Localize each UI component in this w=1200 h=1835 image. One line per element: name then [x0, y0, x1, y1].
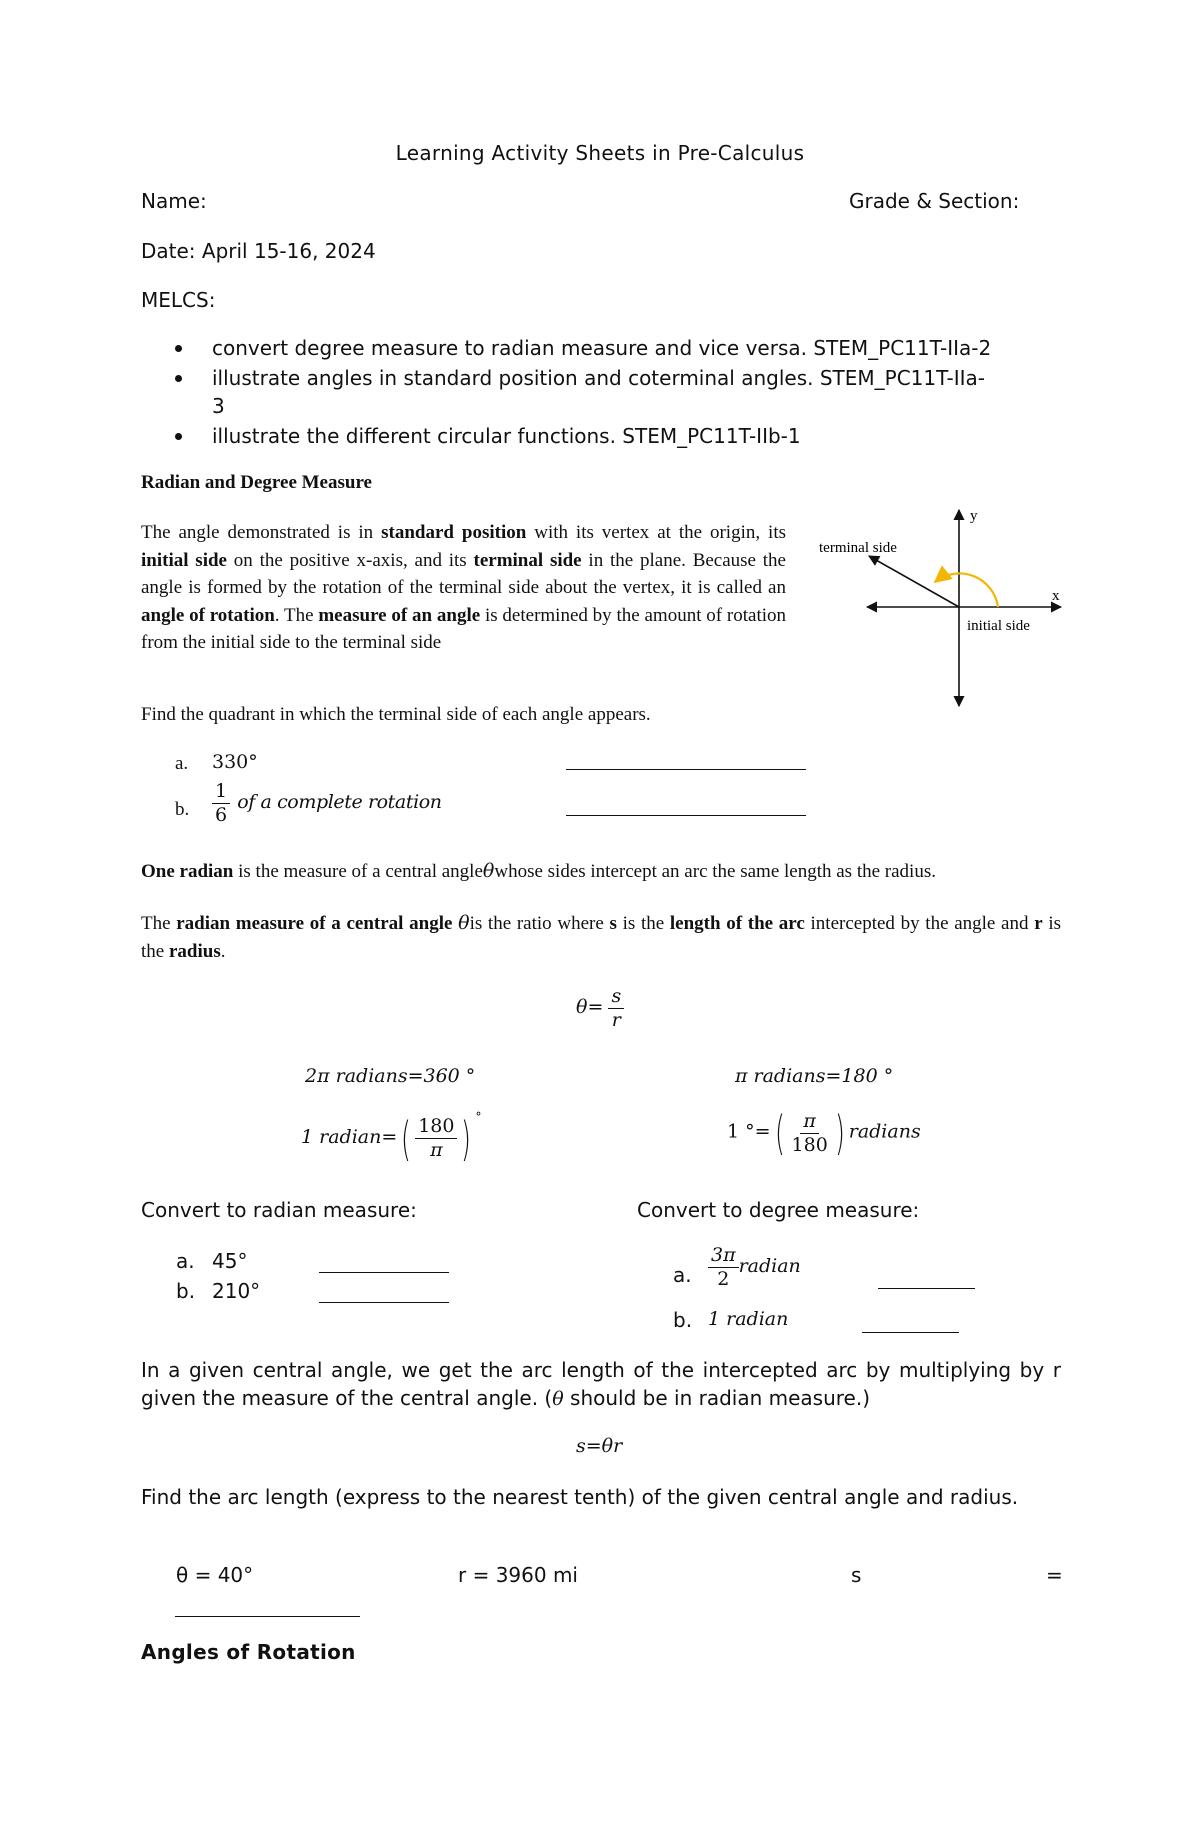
bullet — [175, 375, 182, 382]
degree-item-letter: a. — [673, 1263, 692, 1287]
terminal-side-label: terminal side — [819, 540, 897, 556]
denominator: 180 — [791, 1133, 828, 1156]
angles-of-rotation-heading: Angles of Rotation — [141, 1640, 356, 1664]
answer-blank[interactable] — [319, 1302, 449, 1303]
bullet — [175, 345, 182, 352]
fraction — [415, 1116, 457, 1161]
melcs-label: MELCS: — [141, 288, 216, 312]
section-heading: Radian and Degree Measure — [141, 472, 372, 493]
standard-position-diagram — [819, 500, 1080, 715]
x-axis-label: x — [1052, 588, 1060, 604]
numerator: 3π — [708, 1245, 739, 1268]
denominator: π — [430, 1139, 443, 1161]
term-angle-of-rotation: angle of rotation — [141, 604, 275, 626]
one-radian-definition — [141, 860, 936, 883]
numerator: π — [800, 1111, 819, 1134]
equals-sign: = — [1046, 1563, 1063, 1587]
text: with its vertex at the origin, its — [526, 522, 786, 543]
text: In a given central angle, we get the arc length of the intercepted arc by multiplying by r given the measure of the central angle. ( — [141, 1358, 1061, 1410]
right-paren: ) — [834, 1106, 845, 1160]
melc-item: illustrate the different circular functions. STEM_PC11T-IIb-1 — [212, 424, 801, 448]
denominator: 6 — [215, 803, 228, 826]
answer-blank[interactable] — [175, 1616, 360, 1617]
melc-item: illustrate angles in standard position and coterminal angles. STEM_PC11T-IIa- — [212, 366, 985, 390]
degree-item-fraction — [708, 1245, 801, 1290]
s-label: s — [851, 1563, 862, 1587]
text: . — [220, 941, 226, 962]
text: should be in radian measure.) — [563, 1386, 871, 1410]
term-initial-side: initial side — [141, 549, 227, 571]
theta-formula — [576, 986, 624, 1031]
denominator: r — [611, 1008, 621, 1031]
fraction — [608, 986, 624, 1031]
theta-symbol: θ — [552, 1388, 564, 1410]
degree-item-value: 1 radian — [708, 1308, 789, 1330]
term-s: s — [609, 913, 617, 934]
convert-to-radian-label: Convert to radian measure: — [141, 1198, 417, 1222]
text: is the — [616, 913, 670, 934]
terminal-side-ray — [869, 556, 959, 607]
bullet — [175, 433, 182, 440]
formula-rhs: radians — [848, 1120, 921, 1143]
radian-item-letter: a. — [176, 1249, 195, 1273]
text: whose sides intercept an arc the same length as the radius. — [494, 861, 936, 882]
arc-length-paragraph — [141, 1356, 1061, 1413]
fraction-text: of a complete rotation — [237, 790, 442, 813]
radian-item-letter: b. — [176, 1279, 196, 1303]
fraction — [789, 1111, 831, 1156]
y-axis-label: y — [970, 508, 978, 524]
arc-length-formula: s=θr — [576, 1435, 623, 1457]
text: is the ratio where — [469, 913, 610, 934]
text: is the — [141, 913, 1061, 962]
initial-side-label: initial side — [967, 618, 1030, 634]
left-paren: ( — [774, 1106, 785, 1160]
convert-to-degree-label: Convert to degree measure: — [637, 1198, 920, 1222]
identity-pi: π radians=180 ° — [735, 1065, 894, 1087]
theta-value: θ = 40° — [176, 1563, 254, 1587]
identity-2pi: 2π radians=360 ° — [305, 1065, 476, 1087]
text: in the plane. Because the angle is formed by the rotation of the terminal side about the vertex, it is called an — [141, 549, 786, 598]
numerator: 1 — [212, 781, 230, 804]
term-measure-of-angle: measure of an angle — [318, 604, 481, 626]
term-one-radian: One radian — [141, 861, 234, 882]
left-paren: ( — [401, 1111, 412, 1166]
radius-given: r = 3960 mi — [458, 1563, 578, 1587]
standard-position-paragraph — [141, 519, 786, 657]
text: The — [141, 913, 177, 934]
theta-given — [176, 1563, 253, 1587]
arc-length-prompt: Find the arc length (express to the nearest tenth) of the given central angle and radius. — [141, 1485, 1019, 1509]
answer-blank[interactable] — [319, 1272, 449, 1273]
radian-item-value: 45° — [212, 1249, 248, 1273]
term-standard-position: standard position — [381, 522, 527, 543]
fraction — [212, 781, 230, 826]
text: . The — [274, 604, 319, 626]
text: is determined by the amount of rotation from the initial side to the terminal side — [141, 604, 786, 653]
quadrant-item-letter: a. — [175, 753, 189, 774]
term-radian-measure: radian measure of a central angle — [176, 913, 453, 934]
fraction — [708, 1245, 739, 1290]
formula-lhs: 1 radian= — [301, 1126, 398, 1148]
right-paren: ) — [461, 1111, 472, 1166]
numerator: s — [608, 986, 624, 1009]
text: intercepted by the angle and — [804, 913, 1035, 934]
rotation-arc — [935, 573, 998, 607]
text: is the measure of a central angle — [233, 861, 483, 882]
denominator: 2 — [717, 1267, 730, 1290]
melc-item-continued: 3 — [212, 394, 225, 418]
quadrant-item-value: 330° — [212, 751, 258, 773]
theta-symbol: θ — [458, 912, 470, 934]
answer-blank[interactable] — [878, 1288, 975, 1289]
text: The angle demonstrated is in — [141, 522, 382, 543]
radian-item-value: 210° — [212, 1279, 261, 1303]
quadrant-prompt: Find the quadrant in which the terminal side of each angle appears. — [141, 704, 651, 725]
term-terminal-side: terminal side — [473, 549, 582, 571]
answer-blank[interactable] — [862, 1332, 959, 1333]
degree-superscript: ° — [475, 1110, 482, 1124]
quadrant-item-fraction — [212, 781, 442, 826]
answer-blank[interactable] — [566, 769, 806, 770]
date-line: Date: April 15-16, 2024 — [141, 239, 376, 263]
name-label: Name: — [141, 189, 207, 213]
fraction-text: radian — [738, 1254, 801, 1277]
identity-one-degree — [727, 1106, 921, 1160]
page-title: Learning Activity Sheets in Pre-Calculus — [395, 141, 805, 165]
term-radius: radius — [168, 941, 221, 962]
degree-item-letter: b. — [673, 1308, 693, 1332]
answer-blank[interactable] — [566, 815, 806, 816]
melc-item: convert degree measure to radian measure and vice versa. STEM_PC11T-IIa-2 — [212, 336, 992, 360]
text: on the positive x-axis, and its — [226, 549, 474, 571]
radian-measure-definition — [141, 909, 1061, 966]
term-arc-length: length of the arc — [669, 913, 805, 934]
quadrant-item-letter: b. — [175, 799, 190, 820]
numerator: 180 — [415, 1116, 457, 1139]
grade-section-label: Grade & Section: — [849, 189, 1020, 213]
formula-lhs: 1 °= — [727, 1120, 771, 1143]
identity-one-radian — [301, 1110, 482, 1166]
theta-symbol: θ — [482, 860, 495, 882]
term-r: r — [1034, 913, 1043, 934]
formula-lhs: θ= — [576, 995, 604, 1018]
